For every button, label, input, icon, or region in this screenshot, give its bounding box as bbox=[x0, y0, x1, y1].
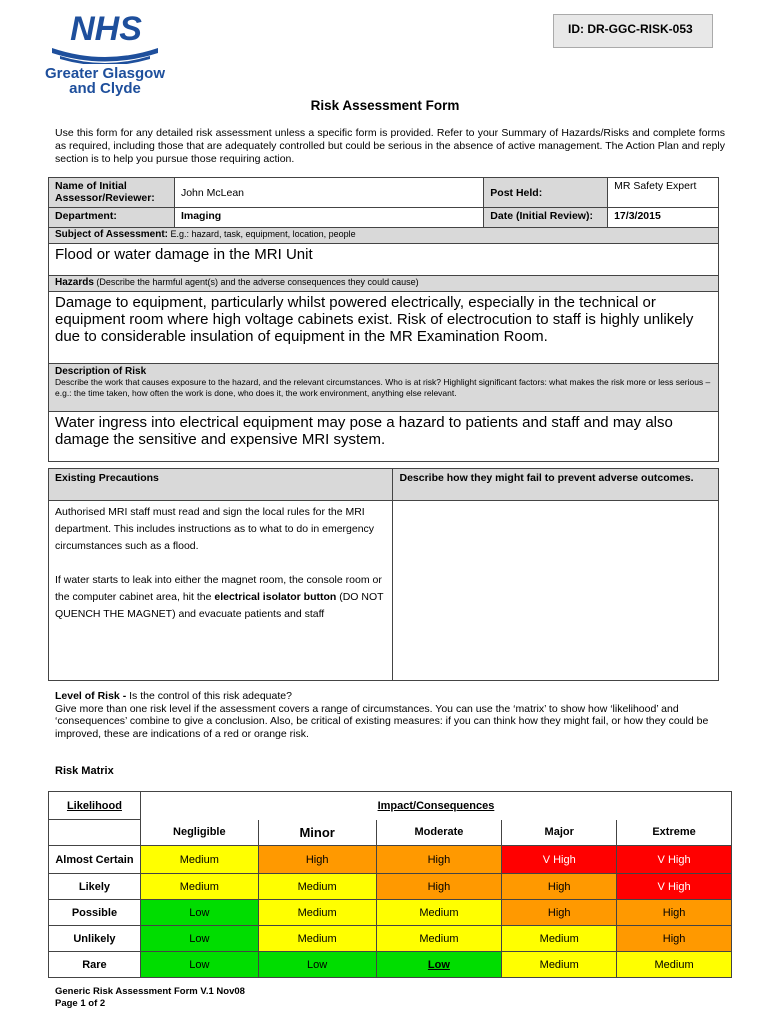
matrix-cell: High bbox=[502, 874, 617, 900]
post-value: MR Safety Expert bbox=[608, 178, 719, 208]
hazards-label: Hazards bbox=[55, 277, 94, 288]
row-label-unlikely: Unlikely bbox=[49, 926, 141, 952]
description-label: Description of Risk bbox=[55, 366, 147, 377]
col-moderate: Moderate bbox=[376, 820, 502, 846]
date-label: Date (Initial Review): bbox=[484, 208, 608, 228]
precautions-table bbox=[48, 468, 719, 681]
risk-matrix bbox=[48, 791, 732, 978]
matrix-cell: Medium bbox=[502, 952, 617, 978]
subject-label: Subject of Assessment: bbox=[55, 229, 168, 240]
nhs-logo-text: NHS bbox=[70, 10, 142, 46]
subject-value: Flood or water damage in the MRI Unit bbox=[49, 244, 719, 276]
matrix-row-almost-certain bbox=[49, 846, 732, 874]
matrix-cell: Medium bbox=[617, 952, 732, 978]
impact-label: Impact/Consequences bbox=[377, 799, 495, 812]
isolator-button-text: electrical isolator button bbox=[214, 591, 337, 603]
failure-description-label: Describe how they might fail to prevent adverse outcomes. bbox=[393, 469, 719, 501]
hazards-value: Damage to equipment, particularly whilst powered electrically, especially in the technical or equipment room where high voltage cabinets exist. Risk of electrocution to staff is highly unlikely due to considerable insulation of equipment in the MR Examination Room. bbox=[49, 292, 719, 364]
footer-form-version: Generic Risk Assessment Form V.1 Nov08 bbox=[55, 986, 245, 997]
impact-header bbox=[140, 792, 731, 820]
matrix-cell: V High bbox=[617, 846, 732, 874]
org-name bbox=[40, 66, 170, 96]
risk-matrix-title: Risk Matrix bbox=[55, 765, 114, 777]
form-title: Risk Assessment Form bbox=[310, 98, 460, 113]
matrix-cell: Medium bbox=[258, 874, 376, 900]
matrix-row-unlikely bbox=[49, 926, 732, 952]
matrix-row-possible bbox=[49, 900, 732, 926]
matrix-cell: Medium bbox=[376, 900, 502, 926]
page-footer bbox=[55, 986, 245, 1010]
matrix-cell: Low bbox=[376, 952, 502, 978]
matrix-cell: Medium bbox=[140, 846, 258, 874]
department-value: Imaging bbox=[174, 208, 483, 228]
precaution-paragraph-2 bbox=[55, 572, 386, 623]
matrix-cell: V High bbox=[617, 874, 732, 900]
row-label-likely: Likely bbox=[49, 874, 141, 900]
matrix-cell: High bbox=[502, 900, 617, 926]
description-value: Water ingress into electrical equipment may pose a hazard to patients and staff and may also damage the sensitive and expensive MRI system. bbox=[49, 412, 719, 462]
hazards-header bbox=[49, 276, 719, 292]
org-name-line1: Greater Glasgow bbox=[44, 65, 166, 82]
subject-header bbox=[49, 228, 719, 244]
matrix-cell: High bbox=[376, 874, 502, 900]
precaution-paragraph-2-start: If water starts to leak into either the magnet room, the console room or the computer cabinet area, hit the bbox=[55, 574, 382, 603]
department-label: Department: bbox=[49, 208, 175, 228]
assessment-table bbox=[48, 177, 719, 462]
matrix-cell: High bbox=[376, 846, 502, 874]
matrix-cell: Low bbox=[258, 952, 376, 978]
footer-page-number: Page 1 of 2 bbox=[55, 998, 106, 1009]
col-negligible: Negligible bbox=[140, 820, 258, 846]
matrix-cell: High bbox=[258, 846, 376, 874]
matrix-cell: Medium bbox=[258, 926, 376, 952]
col-extreme: Extreme bbox=[617, 820, 732, 846]
col-minor: Minor bbox=[258, 820, 376, 846]
existing-precautions-value bbox=[49, 501, 393, 681]
matrix-cell: Low bbox=[140, 952, 258, 978]
col-major: Major bbox=[502, 820, 617, 846]
assessor-label: Name of Initial Assessor/Reviewer: bbox=[49, 178, 175, 208]
document-id-box: ID: DR-GGC-RISK-053 bbox=[553, 14, 713, 48]
org-name-line2: and Clyde bbox=[69, 80, 141, 97]
likelihood-label: Likelihood bbox=[66, 799, 122, 812]
matrix-cell: Medium bbox=[258, 900, 376, 926]
matrix-cell: Low bbox=[140, 900, 258, 926]
matrix-row-likely bbox=[49, 874, 732, 900]
row-label-possible: Possible bbox=[49, 900, 141, 926]
row-label-almost-certain: Almost Certain bbox=[49, 846, 141, 874]
matrix-cell: V High bbox=[502, 846, 617, 874]
form-intro: Use this form for any detailed risk assessment unless a specific form is provided. Refer to your Summary of Hazards/Risks and complete forms as required, including those that are adequately controlled but could be serious in the absence of active management. The Action Plan and reply section is to help you pursue those requiring action. bbox=[55, 127, 725, 165]
matrix-row-rare bbox=[49, 952, 732, 978]
level-of-risk-question: Is the control of this risk adequate? bbox=[126, 690, 292, 702]
precaution-paragraph-2-end: (DO NOT QUENCH THE MAGNET) and evacuate patients and staff bbox=[55, 591, 384, 620]
nhs-logo bbox=[58, 10, 154, 46]
matrix-cell: Medium bbox=[140, 874, 258, 900]
assessor-value: John McLean bbox=[174, 178, 483, 208]
subject-hint: E.g.: hazard, task, equipment, location, people bbox=[168, 229, 356, 239]
level-of-risk-section bbox=[55, 690, 725, 740]
matrix-cell: Medium bbox=[376, 926, 502, 952]
existing-precautions-label: Existing Precautions bbox=[49, 469, 393, 501]
row-label-rare: Rare bbox=[49, 952, 141, 978]
matrix-corner bbox=[49, 820, 141, 846]
likelihood-header bbox=[49, 792, 141, 820]
post-label: Post Held: bbox=[484, 178, 608, 208]
matrix-cell: High bbox=[617, 926, 732, 952]
description-header bbox=[49, 364, 719, 412]
level-of-risk-heading bbox=[55, 690, 725, 703]
matrix-cell: Medium bbox=[502, 926, 617, 952]
precaution-paragraph-1: Authorised MRI staff must read and sign the local rules for the MRI department. This includes instructions as to what to do in emergency circumstances such as a flood. bbox=[55, 506, 375, 552]
level-of-risk-label: Level of Risk - bbox=[55, 690, 127, 702]
failure-description-value bbox=[393, 501, 719, 681]
level-of-risk-text: Give more than one risk level if the assessment covers a range of circumstances. You can use the ‘matrix’ to show how ‘likelihood’ and ‘consequences’ combine to give a conclusion. Also, be critical of existing measures: if you can think how they might fail, or how they could be improved, these are indications of a red or orange risk. bbox=[55, 702, 709, 740]
hazards-hint: (Describe the harmful agent(s) and the adverse consequences they could cause) bbox=[93, 277, 419, 287]
matrix-cell: High bbox=[617, 900, 732, 926]
description-hint: Describe the work that causes exposure to the hazard, and the relevant circumstances. Who is at risk? Highlight significant factors: what makes the risk more or less serious – e.g.: the time taken, how often the work is done, who does it, the work environment, anything else relevant. bbox=[55, 377, 711, 398]
matrix-cell: Low bbox=[140, 926, 258, 952]
date-value: 17/3/2015 bbox=[608, 208, 719, 228]
logo-wave-icon bbox=[50, 44, 160, 64]
